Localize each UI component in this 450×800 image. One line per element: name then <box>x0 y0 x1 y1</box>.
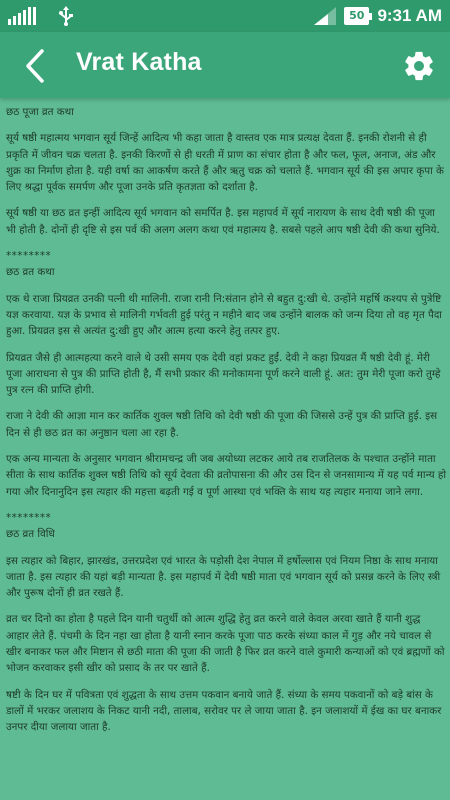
paragraph: एक थे राजा प्रियव्रत उनकी पत्नी थी मालिनी. राजा रानी नि:संतान होने से बहुत दु:खी थे. उन्होंने महर्षि कश्यप से पुत्रेष्टि यज्ञ करवाया. यज्ञ के प्रभाव से मालिनी गर्भवती हुई परंतु न महीने बाद जब उन्होंने बालक को जन्म दिया तो वह मृत पैदा हुआ. प्रियव्रत इस से अत्यंत दु:खी हुए और आत्म हत्या करने हेतु तत्पर हुए. <box>6 292 442 338</box>
paragraph: राजा ने देवी की आज्ञा मान कर कार्तिक शुक्ल षष्ठी तिथि को देवी षष्ठी की पूजा की जिससे उन्हें पुत्र की प्राप्ति हुई. इस दिन से ही छठ व्रत का अनुष्ठान चला आ रहा है. <box>6 410 438 439</box>
status-time: 9:31 AM <box>377 6 442 25</box>
settings-button[interactable] <box>402 49 436 83</box>
section-heading: छठ व्रत कथा <box>6 266 55 279</box>
page-title: Vrat Katha <box>76 48 202 76</box>
phone-signal-icon <box>314 7 336 25</box>
paragraph: व्रत चर दिनो का होता है पहले दिन यानी चतुर्थी को आत्म शुद्धि हेतु व्रत करने वाले केवल अरवा खाते हैं यानी शुद्ध आहार लेते हैं. पंचमी के दिन नहा खा होता है यानी स्नान करके पूजा पाठ करके संध्या काल में गुड़ और नये चावल से खीर बनाकर फल और मिष्टान से छठी माता की पूजा की जाती है फिर व्रत करने वाले कुमारी कन्याओं को एवं ब्रह्मणों को भोजन करवाकर इसी खीर को प्रसाद के तर पर खाते हैं. <box>6 613 445 675</box>
paragraph: एक अन्य मान्यता के अनुसार भगवान श्रीरामचन्द्र जी जब अयोध्या लटकर आये तब राजतिलक के पश्चात उन्होंने माता सीता के साथ कार्तिक शुक्ल षष्ठी तिथि को सूर्य देवता की व्रतोपासना की और उस दिन से जनसामान्य में यह पर्व मान्य हो गया और दिनानुदिन इस त्यहार की महत्ता बढ़ती गई व पूर्ण आस्था एवं भक्ति के साथ यह त्यहार मनाया जाने लगा. <box>6 453 446 498</box>
gear-icon <box>402 49 436 83</box>
back-button[interactable] <box>18 48 52 84</box>
paragraph: प्रियव्रत जैसे ही आत्महत्या करने वाले थे उसी समय एक देवी वहां प्रकट हुईं. देवी ने कहा प्रियव्रत मैं षष्ठी देवी हूं. मेरी पूजा आराधना से पुत्र की प्राप्ति होती है, मैं सभी प्रकार की मनोकामना पूर्ण करने वाली हूं. अत: तुम मेरी पूजा करो तुम्हे पुत्र रत्न की प्राप्ति होगी. <box>6 351 441 397</box>
battery-indicator: 50 <box>344 7 369 25</box>
status-icons <box>8 6 74 26</box>
usb-icon <box>58 6 74 26</box>
separator: ******** <box>6 250 52 263</box>
section-heading: छठ पूजा व्रत कथा <box>6 106 74 118</box>
paragraph: षष्टी के दिन घर में पवित्रता एवं शुद्धता के साथ उत्तम पकवान बनाये जाते हैं. संध्या के समय पकवानों को बड़े बांस के डालों में भरकर जलाशय के निकट यानी नदी, तालाब, सरोवर पर ले जाया जाता है. इन जलाशयों में ईख का घर बनाकर उनपर दीया जलाया जाता है. <box>6 688 442 734</box>
section-heading: छठ व्रत विधि <box>6 528 55 541</box>
chevron-left-icon <box>18 48 52 84</box>
signal-bars-icon <box>8 7 48 25</box>
paragraph: सूर्य षष्ठी महात्मय भगवान सूर्य जिन्हें आदित्य भी कहा जाता है वास्तव एक मात्र प्रत्यक्ष देवता हैं. इनकी रोशनी से ही प्रकृति में जीवन चक्र चलता है. इनकी किरणों से ही धरती में प्राण का संचार होता है और फल, फूल, अनाज, अंड और शुक्र का निर्माण होता है. यही वर्षा का आकर्षण करते हैं और ऋतु चक्र को चलाते हैं. भगवान सूर्य की इस अपार कृपा के लिए श्रद्धा पूर्वक समर्पण और पूजा उनके प्रति कृतज्ञता को दर्शाता है. <box>6 132 444 194</box>
paragraph: इस त्यहार को बिहार, झारखंड, उत्तरप्रदेश एवं भारत के पड़ोसी देश नेपाल में हर्षोल्लास एवं नियम निष्ठा के साथ मनाया जाता है. इस त्यहार की यहां बड़ी मान्यता है. इस महापर्व में देवी षष्ठी माता एवं भगवान सूर्य को प्रसन्न करने के लिए स्त्री और पुरूष दोनों ही व्रत रखते हैं. <box>6 554 441 600</box>
toolbar <box>0 32 450 98</box>
separator: ******** <box>6 511 52 524</box>
status-bar <box>0 0 450 32</box>
katha-content[interactable] <box>0 98 450 800</box>
paragraph: सूर्य षष्ठी या छठ व्रत इन्हीं आदित्य सूर्य भगवान को समर्पित है. इस महापर्व में सूर्य नारायण के साथ देवी षष्ठी की पूजा भी होती है. दोनों ही दृष्टि से इस पर्व की अलग अलग कथा एवं महात्मय है. सबसे पहले आप षष्ठी देवी की कथा सुनिये. <box>6 207 440 236</box>
